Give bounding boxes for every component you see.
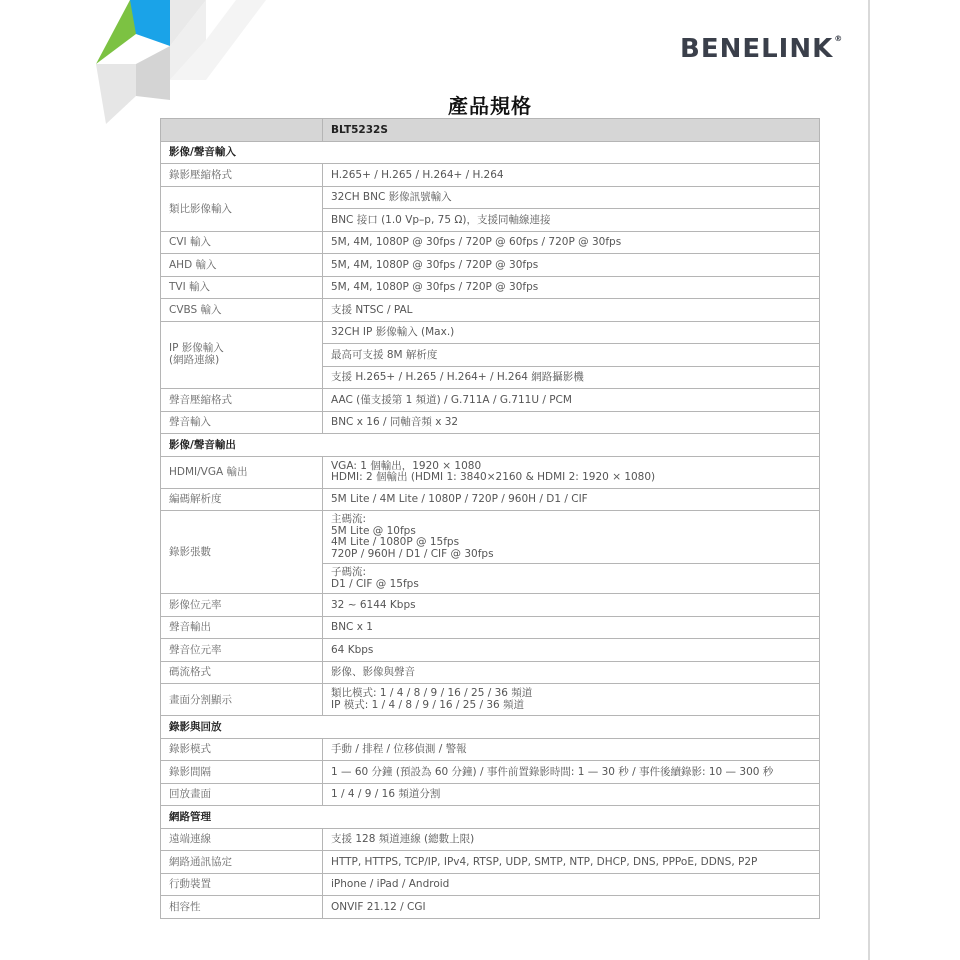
table-row (161, 321, 820, 344)
table-row (161, 488, 820, 511)
section-title: 錄影與回放 (161, 716, 820, 739)
table-row (161, 456, 820, 488)
table-row (161, 639, 820, 662)
spec-value: 5M, 4M, 1080P @ 30fps / 720P @ 30fps (323, 276, 820, 299)
section-header-row (161, 141, 820, 164)
spec-value: AAC (僅支援第 1 頻道) / G.711A / G.711U / PCM (323, 389, 820, 412)
spec-label: 錄影壓縮格式 (161, 164, 323, 187)
spec-value: 5M, 4M, 1080P @ 30fps / 720P @ 60fps / 720P @ 30fps (323, 231, 820, 254)
spec-value: BNC x 1 (323, 616, 820, 639)
spec-label: 聲音輸出 (161, 616, 323, 639)
brand-name: BENELINK (680, 34, 834, 64)
table-row (161, 164, 820, 187)
header-label-cell (161, 119, 323, 142)
header-model-cell: BLT5232S (323, 119, 820, 142)
spec-value: ONVIF 21.12 / CGI (323, 896, 820, 919)
spec-label: HDMI/VGA 輸出 (161, 456, 323, 488)
spec-value: H.265+ / H.265 / H.264+ / H.264 (323, 164, 820, 187)
brand-logo (680, 34, 843, 64)
table-row (161, 411, 820, 434)
table-row (161, 616, 820, 639)
table-row (161, 254, 820, 277)
spec-label: 遠端連線 (161, 828, 323, 851)
spec-label: 畫面分割顯示 (161, 684, 323, 716)
spec-label: CVI 輸入 (161, 231, 323, 254)
table-row (161, 594, 820, 617)
spec-label: 編碼解析度 (161, 488, 323, 511)
table-row (161, 231, 820, 254)
spec-value: 32CH IP 影像輸入 (Max.) (323, 321, 820, 344)
spec-value: BNC x 16 / 同軸音頻 x 32 (323, 411, 820, 434)
spec-label: 影像位元率 (161, 594, 323, 617)
table-row (161, 851, 820, 874)
table-row (161, 761, 820, 784)
spec-table (160, 118, 820, 919)
spec-label: 行動裝置 (161, 873, 323, 896)
table-row (161, 828, 820, 851)
spec-label: 回放畫面 (161, 783, 323, 806)
spec-value: 最高可支援 8M 解析度 (323, 344, 820, 367)
table-row (161, 783, 820, 806)
spec-label: CVBS 輸入 (161, 299, 323, 322)
spec-label: 類比影像輸入 (161, 186, 323, 231)
section-header-row (161, 716, 820, 739)
table-row (161, 873, 820, 896)
spec-value: HTTP, HTTPS, TCP/IP, IPv4, RTSP, UDP, SMTP, NTP, DHCP, DNS, PPPoE, DDNS, P2P (323, 851, 820, 874)
spec-value: 1 / 4 / 9 / 16 頻道分割 (323, 783, 820, 806)
spec-label: 錄影張數 (161, 511, 323, 594)
spec-value: 主碼流: 5M Lite @ 10fps 4M Lite / 1080P @ 15fps 720P / 960H / D1 / CIF @ 30fps (323, 511, 820, 564)
table-header-row (161, 119, 820, 142)
spec-value: 手動 / 排程 / 位移偵測 / 警報 (323, 738, 820, 761)
table-row (161, 511, 820, 564)
spec-label: 錄影模式 (161, 738, 323, 761)
spec-value: 類比模式: 1 / 4 / 8 / 9 / 16 / 25 / 36 頻道 IP 模式: 1 / 4 / 8 / 9 / 16 / 25 / 36 頻道 (323, 684, 820, 716)
section-title: 影像/聲音輸出 (161, 434, 820, 457)
spec-value: 支援 128 頻道連線 (總數上限) (323, 828, 820, 851)
section-title: 影像/聲音輸入 (161, 141, 820, 164)
registered-mark: ® (834, 34, 844, 43)
spec-value: 5M Lite / 4M Lite / 1080P / 720P / 960H / D1 / CIF (323, 488, 820, 511)
spec-value: 1 — 60 分鐘 (預設為 60 分鐘) / 事件前置錄影時間: 1 — 30 秒 / 事件後續錄影: 10 — 300 秒 (323, 761, 820, 784)
spec-label: 網路通訊協定 (161, 851, 323, 874)
table-row (161, 276, 820, 299)
spec-label: 碼流格式 (161, 661, 323, 684)
table-row (161, 738, 820, 761)
spec-value: 5M, 4M, 1080P @ 30fps / 720P @ 30fps (323, 254, 820, 277)
spec-value: 64 Kbps (323, 639, 820, 662)
page-right-border (868, 0, 870, 960)
spec-value: 32 ~ 6144 Kbps (323, 594, 820, 617)
table-row (161, 389, 820, 412)
spec-label: 聲音位元率 (161, 639, 323, 662)
spec-label: IP 影像輸入 (網路連線) (161, 321, 323, 389)
spec-label: 聲音壓縮格式 (161, 389, 323, 412)
spec-label: 聲音輸入 (161, 411, 323, 434)
spec-value: 32CH BNC 影像訊號輸入 (323, 186, 820, 209)
spec-value: 支援 H.265+ / H.265 / H.264+ / H.264 網路攝影機 (323, 366, 820, 389)
spec-label: AHD 輸入 (161, 254, 323, 277)
spec-label: 相容性 (161, 896, 323, 919)
section-title: 網路管理 (161, 806, 820, 829)
spec-label: 錄影間隔 (161, 761, 323, 784)
table-row (161, 684, 820, 716)
table-row (161, 896, 820, 919)
section-header-row (161, 434, 820, 457)
page-title: 產品規格 (448, 94, 532, 118)
table-row (161, 299, 820, 322)
spec-value: 影像、影像與聲音 (323, 661, 820, 684)
spec-label: TVI 輸入 (161, 276, 323, 299)
spec-value: 支援 NTSC / PAL (323, 299, 820, 322)
table-row (161, 186, 820, 209)
spec-value: BNC 接口 (1.0 Vp–p, 75 Ω)，支援同軸線連接 (323, 209, 820, 232)
spec-value: iPhone / iPad / Android (323, 873, 820, 896)
spec-value: 子碼流: D1 / CIF @ 15fps (323, 564, 820, 594)
section-header-row (161, 806, 820, 829)
table-row (161, 661, 820, 684)
spec-value: VGA: 1 個輸出，1920 × 1080 HDMI: 2 個輸出 (HDMI 1: 3840×2160 & HDMI 2: 1920 × 1080) (323, 456, 820, 488)
